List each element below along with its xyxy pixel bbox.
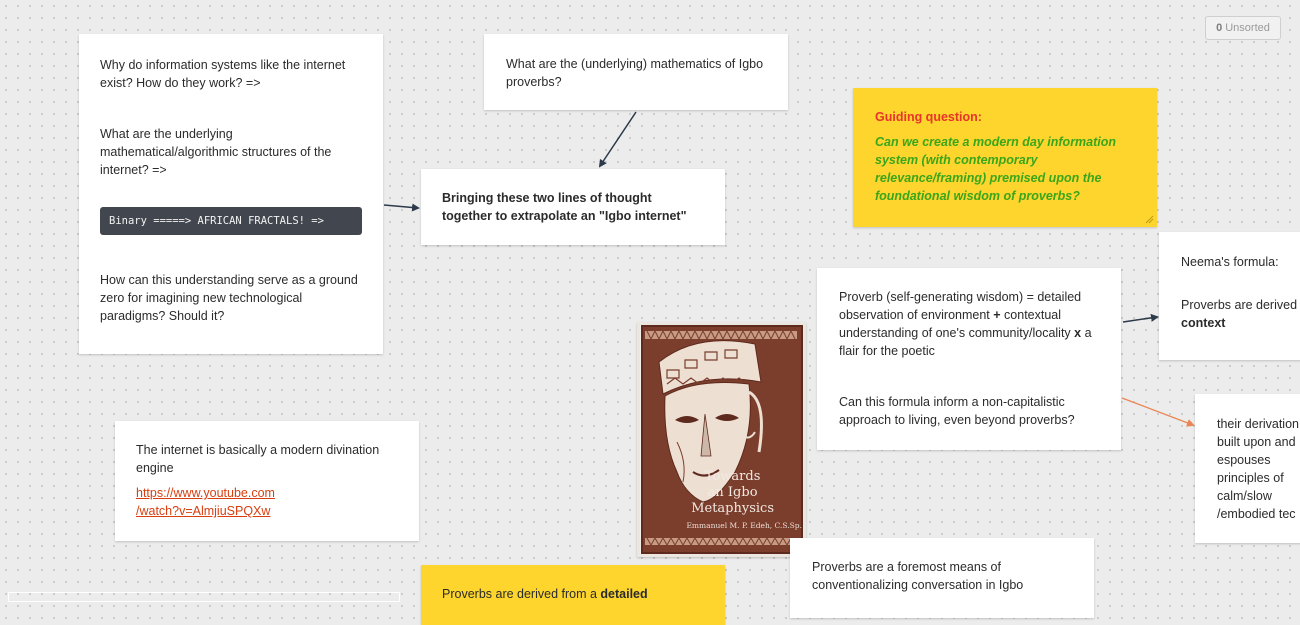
card-text: What are the (underlying) mathematics of Igbo proverbs?	[506, 57, 764, 89]
unsorted-label: Unsorted	[1225, 22, 1270, 34]
card-text: Can this formula inform a non-capitalistic approach to living, even beyond proverbs?	[839, 395, 1075, 427]
card-text: context	[1181, 316, 1226, 330]
formula-operator: +	[993, 308, 1001, 322]
formula-part: Proverb (self-generating wisdom) = detailed observation of environment	[839, 290, 1082, 322]
formula-part: contextual understanding of one's community/locality	[839, 308, 1075, 340]
card-text: Proverbs are a foremost means of conventionalizing conversation in Igbo	[812, 560, 1024, 592]
guiding-question-title: Guiding question:	[875, 110, 982, 124]
connector-arrow[interactable]	[384, 205, 418, 208]
connector-arrow[interactable]	[1122, 398, 1193, 425]
card-text: their derivation built upon and espouses principles of calm/slow /embodied tec	[1217, 417, 1299, 521]
card-text-part: Proverbs are derived from a	[442, 587, 601, 601]
book-title-line: Metaphysics	[691, 501, 774, 516]
guiding-question-text: Can we create a modern day information system (with contemporary relevance/framing) premised upon the foundational wisdom of proverbs?	[875, 135, 1117, 203]
card-text: Neema's formula:	[1181, 255, 1279, 269]
formula-operator: x	[1074, 326, 1082, 340]
card-text: How can this understanding serve as a ground zero for imagining new technological paradigms? Should it?	[100, 273, 358, 323]
unsorted-count: 0	[1216, 22, 1223, 34]
card-text: Proverbs are derived	[1181, 298, 1298, 312]
card-text: Why do information systems like the internet exist? How do they work? =>	[100, 58, 346, 90]
book-title-line: an Igbo	[707, 485, 758, 500]
card-text: The internet is basically a modern divination engine	[136, 443, 380, 475]
book-author: Emmanuel M. P. Edeh, C.S.Sp.	[686, 521, 802, 530]
book-title-line: Towards	[704, 469, 761, 484]
youtube-link[interactable]: https://www.youtube.com	[136, 486, 275, 500]
formula-part: a flair for the poetic	[839, 326, 1092, 358]
connector-arrow[interactable]	[600, 112, 636, 166]
card-text: What are the underlying mathematical/algorithmic structures of the internet? =>	[100, 127, 332, 177]
code-block: Binary =====> AFRICAN FRACTALS! =>	[100, 207, 362, 235]
card-text: Bringing these two lines of thought together to extrapolate an "Igbo internet"	[442, 191, 687, 223]
card-text-bold: detailed	[600, 587, 648, 601]
connector-arrow[interactable]	[1123, 317, 1157, 322]
youtube-link-continued[interactable]: /watch?v=AlmjiuSPQXw	[136, 504, 271, 518]
